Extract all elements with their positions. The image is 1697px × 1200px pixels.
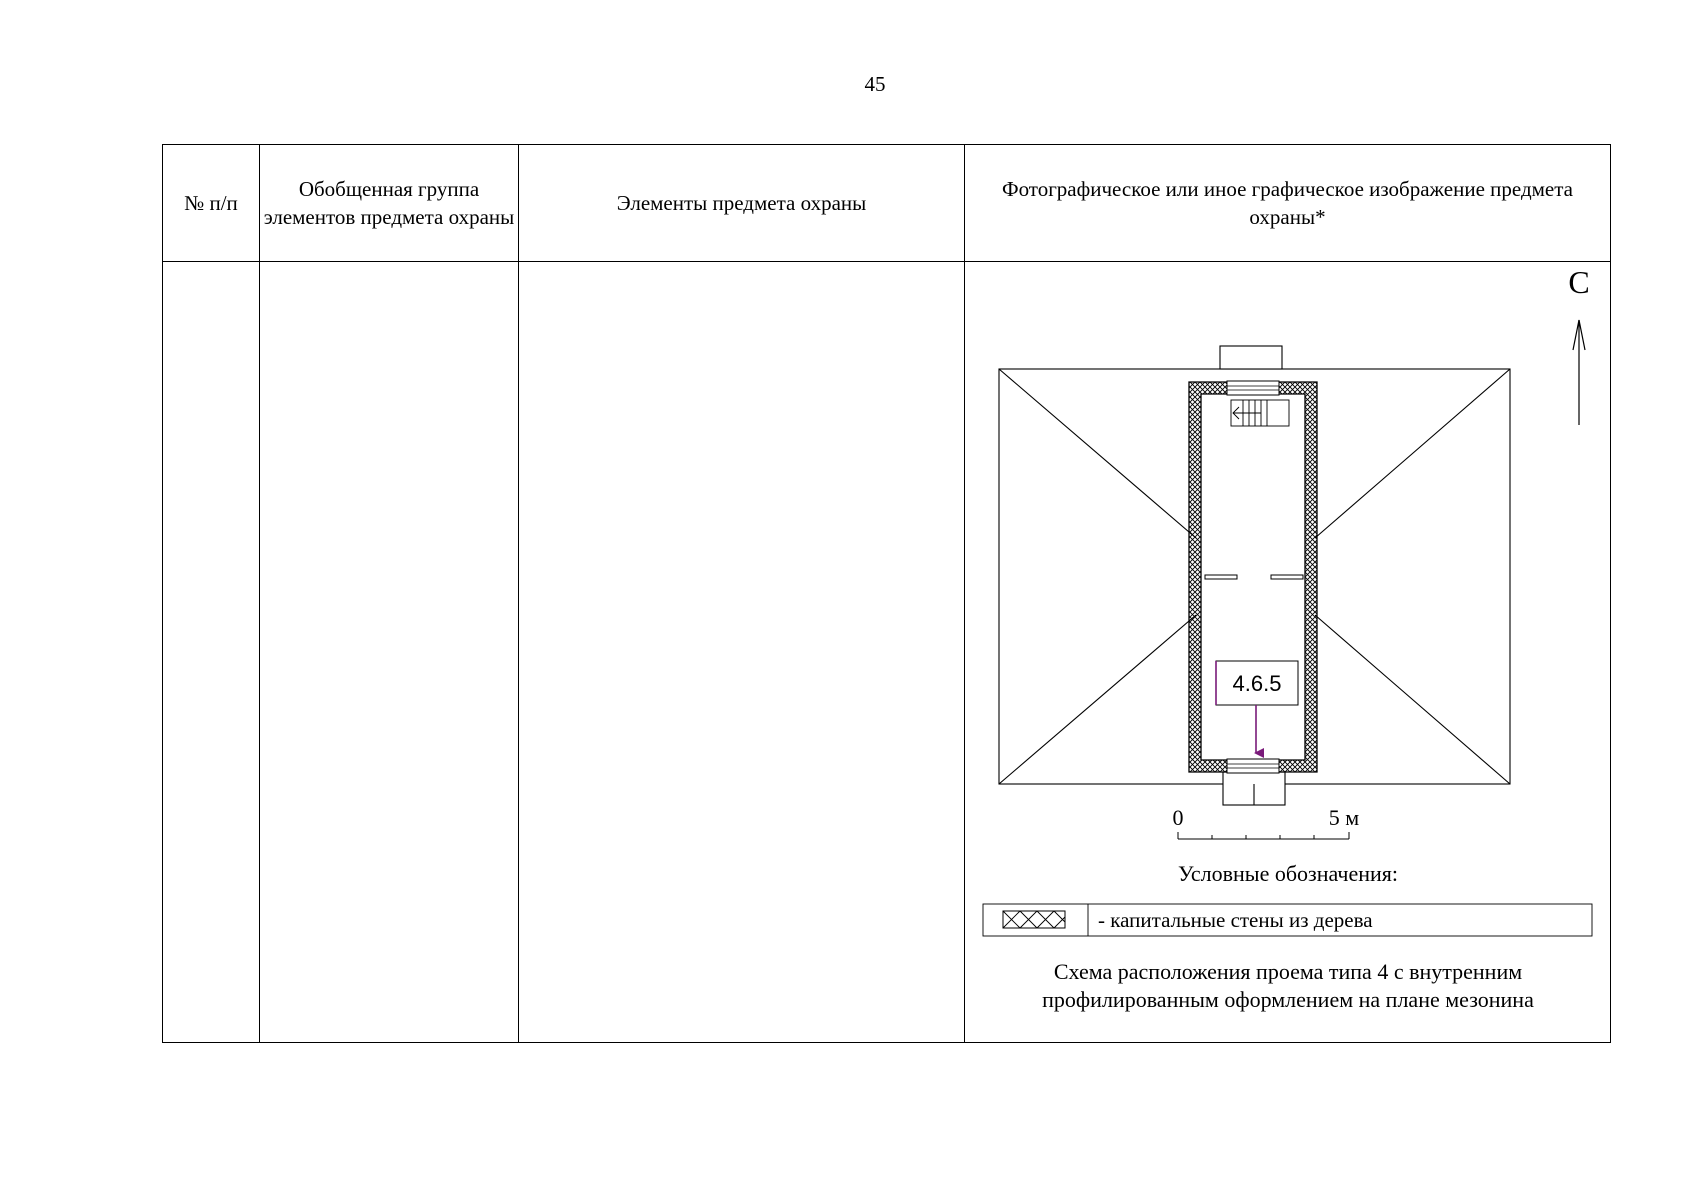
header-number: № п/п: [163, 145, 260, 262]
opening-marker: [1216, 661, 1298, 753]
north-arrow-icon: [1573, 320, 1585, 425]
cell-elements: [519, 262, 965, 1043]
north-label: С: [1568, 264, 1590, 300]
scale-bar: [1173, 805, 1360, 839]
legend: [983, 904, 1592, 936]
legend-title: Условные обозначения:: [1177, 861, 1399, 886]
drawing-caption-line2: профилированным оформлением на плане мезонина: [1042, 987, 1534, 1012]
cell-group: [260, 262, 519, 1043]
partition: [1205, 575, 1303, 579]
table-row: [163, 262, 1611, 1043]
porch-top: [1220, 346, 1282, 369]
wood-wall-swatch-icon: [1003, 911, 1065, 928]
table-header-row: [163, 145, 1611, 262]
header-elements: Элементы предмета охраны: [519, 145, 965, 262]
scale-start-label: 0: [1172, 805, 1184, 830]
marker-label: 4.6.5: [1232, 671, 1282, 696]
scale-end-label: 5 м: [1328, 805, 1360, 830]
drawing-caption-line1: Схема расположения проема типа 4 с внутренним: [1053, 959, 1523, 984]
staircase-icon: [1231, 400, 1289, 426]
porch-bottom: [1223, 772, 1285, 805]
header-image: Фотографическое или иное графическое изображение предмета охраны*: [965, 145, 1611, 262]
page-number: 45: [864, 72, 886, 96]
header-group: Обобщенная группа элементов предмета охраны: [260, 145, 519, 262]
protection-table: [162, 144, 1611, 1043]
cell-image: [965, 262, 1611, 1043]
legend-item-label: - капитальные стены из дерева: [1098, 908, 1373, 932]
cell-number: [163, 262, 260, 1043]
floor-plan-drawing: [965, 262, 1611, 1042]
roof-outline: [999, 369, 1510, 784]
